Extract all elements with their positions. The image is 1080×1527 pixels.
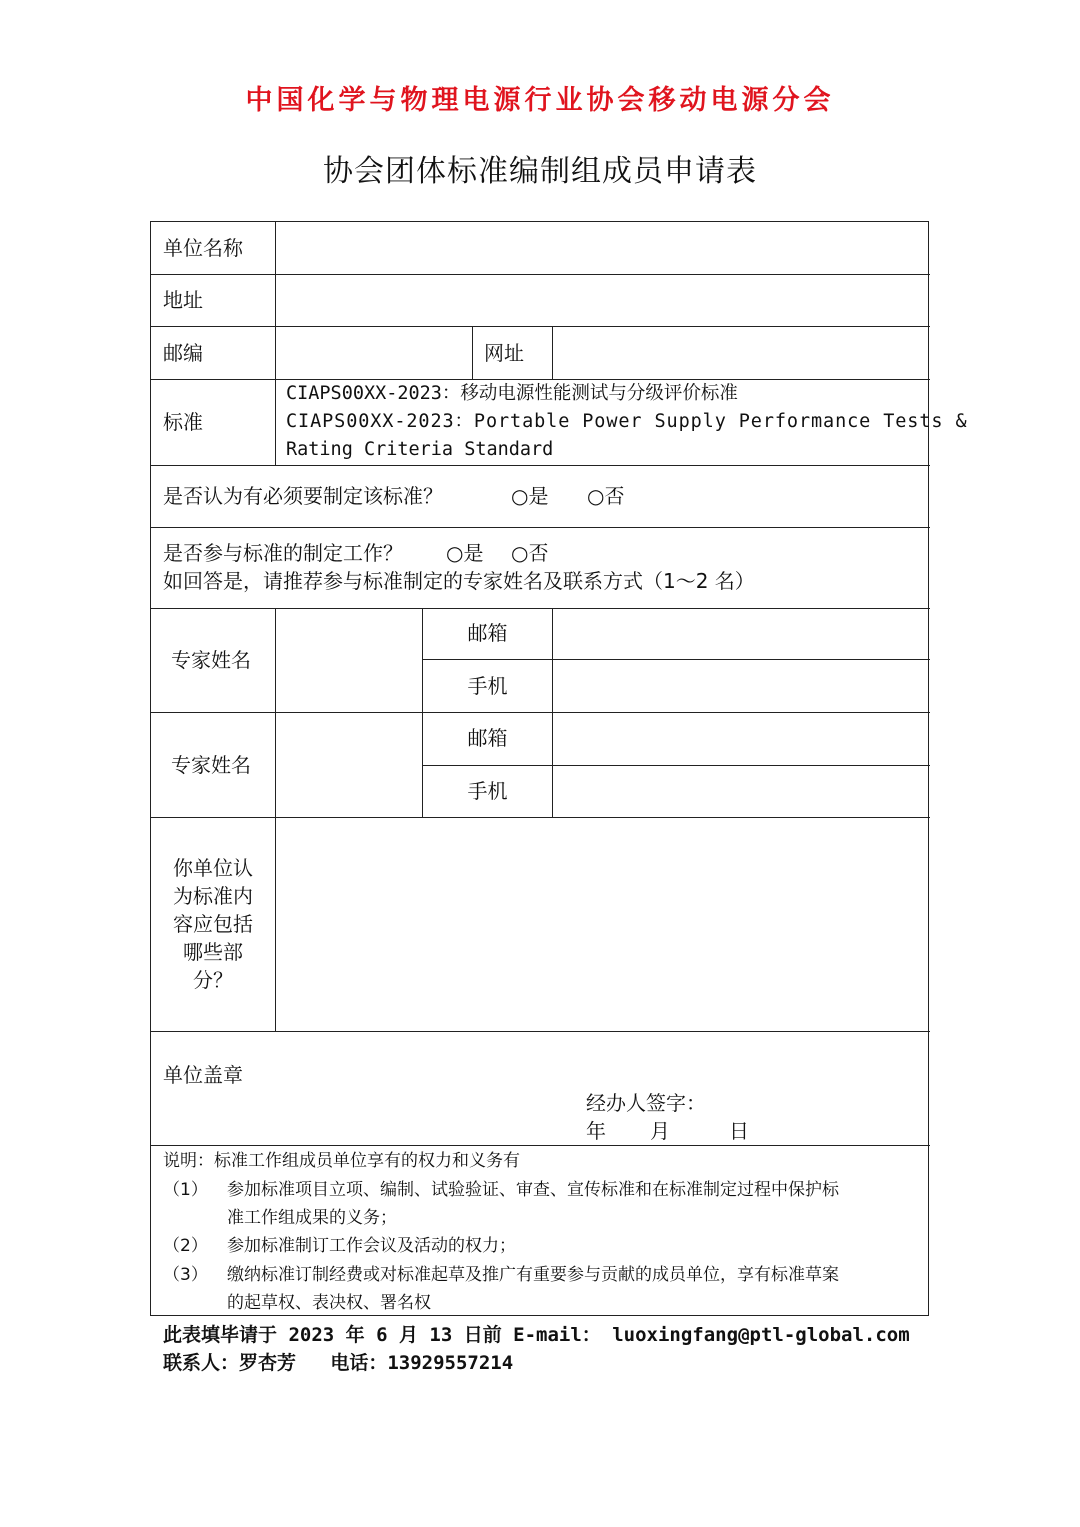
postcode-label: 邮编 xyxy=(163,341,203,365)
expert-1-phone-field[interactable] xyxy=(553,660,929,711)
expert-2-name-field[interactable] xyxy=(276,713,421,816)
expert-1-name-label: 专家姓名 xyxy=(171,648,251,672)
expert-2-name-label: 专家姓名 xyxy=(171,753,251,777)
address-label: 地址 xyxy=(163,288,203,312)
necessity-no-radio[interactable]: ○否 xyxy=(587,484,625,508)
expert-1-phone-label: 手机 xyxy=(467,674,508,698)
notes-title: 说明：标准工作组成员单位享有的权力和义务有 xyxy=(163,1151,520,1171)
footer-line-1 xyxy=(163,1320,910,1347)
note-2-line-1: 参加标准制订工作会议及活动的权力； xyxy=(227,1236,516,1256)
website-label: 网址 xyxy=(484,341,524,365)
organization-name: 中国化学与物理电源行业协会移动电源分会 xyxy=(245,85,835,116)
note-3-line-1: 缴纳标准订制经费或对标准起草及推广有重要参与贡献的成员单位，享有标准草案 xyxy=(227,1265,839,1285)
necessity-question: 是否认为有必须要制定该标准？ xyxy=(163,484,443,508)
standard-line-cn: CIAPS00XX-2023：移动电源性能测试与分级评价标准 xyxy=(286,383,738,404)
participate-yes-radio[interactable]: ○是 xyxy=(446,541,484,565)
expert-2-email-label: 邮箱 xyxy=(467,726,508,750)
note-1-number: （1） xyxy=(163,1180,208,1200)
expert-2-email-field[interactable] xyxy=(553,713,929,764)
date-month: 月 xyxy=(650,1119,670,1143)
expert-2-phone-field[interactable] xyxy=(553,766,929,816)
content-question-line-2: 为标准内 xyxy=(173,884,253,908)
footer-line-2 xyxy=(163,1348,513,1375)
standard-line-en-2: Rating Criteria Standard xyxy=(286,439,554,460)
recommend-text: 如回答是，请推荐参与标准制定的专家姓名及联系方式（1～2 名） xyxy=(163,569,755,593)
expert-1-email-label: 邮箱 xyxy=(467,621,508,645)
seal-label: 单位盖章 xyxy=(163,1063,243,1087)
seal-signature-area[interactable] xyxy=(152,1032,929,1144)
content-question-line-1: 你单位认 xyxy=(173,856,253,880)
address-field[interactable] xyxy=(276,275,929,325)
content-question-line-4: 哪些部 xyxy=(183,940,243,964)
application-form xyxy=(150,221,968,1316)
signer-label: 经办人签字： xyxy=(586,1091,706,1115)
note-2-number: （2） xyxy=(163,1236,208,1256)
content-question-line-3: 容应包括 xyxy=(173,912,253,936)
note-1-line-2: 准工作组成果的义务； xyxy=(227,1208,397,1228)
submit-instruction: 此表填毕请于 2023 年 6 月 13 日前 E-mail： xyxy=(163,1324,601,1346)
form-title: 协会团体标准编制组成员申请表 xyxy=(323,154,757,189)
expert-1-name-field[interactable] xyxy=(276,609,421,711)
contact-person-phone: 联系人：罗杏芳 电话：13929557214 xyxy=(163,1352,514,1374)
participate-no-radio[interactable]: ○否 xyxy=(511,541,549,565)
content-question-line-5: 分？ xyxy=(193,968,233,992)
note-3-number: （3） xyxy=(163,1265,208,1285)
note-3-line-2: 的起草权、表决权、署名权 xyxy=(227,1293,431,1313)
contact-email-link[interactable]: luoxingfang@ptl-global.com xyxy=(612,1324,910,1346)
unit-name-field[interactable] xyxy=(276,223,929,273)
standard-label: 标准 xyxy=(163,410,203,434)
expert-1-email-field[interactable] xyxy=(553,609,929,658)
unit-name-label: 单位名称 xyxy=(163,236,243,260)
necessity-yes-radio[interactable]: ○是 xyxy=(511,484,549,508)
note-1-line-1: 参加标准项目立项、编制、试验验证、审查、宣传标准和在标准制定过程中保护标 xyxy=(227,1180,839,1200)
website-field[interactable] xyxy=(553,327,929,378)
participate-question: 是否参与标准的制定工作？ xyxy=(163,541,403,565)
content-answer-field[interactable] xyxy=(276,818,929,1030)
postcode-field[interactable] xyxy=(276,327,471,378)
standard-line-en-1: CIAPS00XX-2023：Portable Power Supply Performance Tests & xyxy=(286,411,968,432)
date-day: 日 xyxy=(729,1119,749,1143)
date-year: 年 xyxy=(586,1119,606,1143)
expert-2-phone-label: 手机 xyxy=(467,779,508,803)
